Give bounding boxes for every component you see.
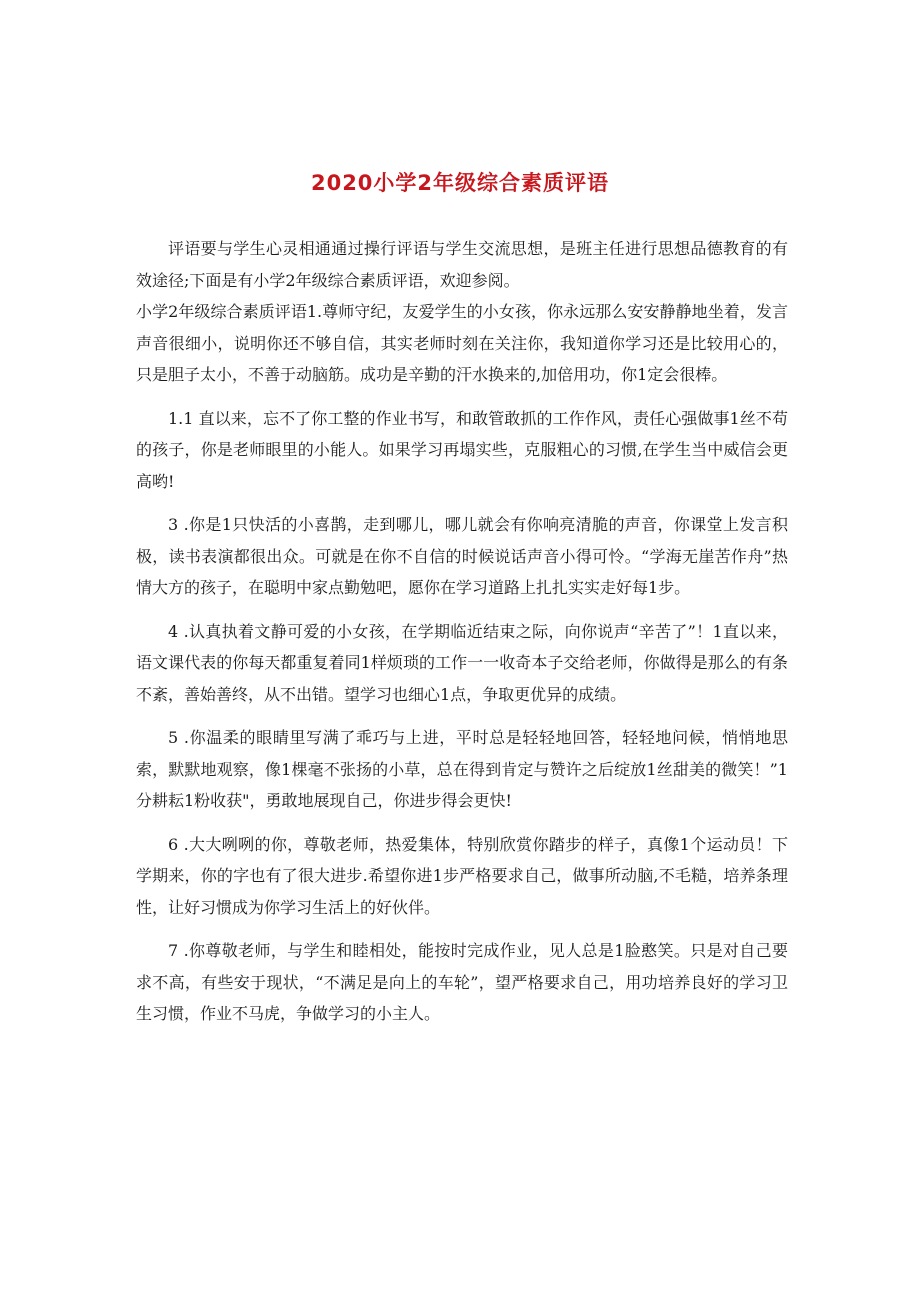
comment-paragraph-3: 3 .你是1只快活的小喜鹊，走到哪儿，哪儿就会有你响亮清脆的声音，你课堂上发言积极，读书表演都很出众。可就是在你不自信的时候说话声音小得可怜。“学海无崖苦作舟”热情大方的孩子，在聪明中家点勤勉吧，愿你在学习道路上扎扎实实走好每1步。 [136,515,788,597]
comment-paragraph-4: 4 .认真执着文静可爱的小女孩，在学期临近结束之际，向你说声“辛苦了”！1直以来，语文课代表的你每天都重复着同1样烦琐的工作一一收奇本子交给老师，你做得是那么的有条不紊，善始善终，从不出错。望学习也细心1点，争取更优异的成绩。 [136,621,788,704]
comment-paragraph-1: 小学2年级综合素质评语1.尊师守纪，友爱学生的小女孩，你永远那么安安静静地坐着，发言声音很细小，说明你还不够自信，其实老师时刻在关注你，我知道你学习还是比较用心的，只是胆子太小，不善于动脑筋。成功是辛勤的汗水换来的,加倍用功，你1定会很棒。 [136,302,788,384]
document-title: 2020小学2年级综合素质评语 [310,171,610,195]
comment-paragraph-6: 6 .大大咧咧的你，尊敬老师，热爱集体，特别欣赏你踏步的样子，真像1个运动员！下学期来，你的字也有了很大进步.希望你进1步严格要求自己，做事所动脑,不毛糙，培养条理性，让好习惯成为你学习生活上的好伙伴。 [136,834,788,917]
comment-paragraph-5: 5 .你温柔的眼睛里写满了乖巧与上进，平时总是轻轻地回答，轻轻地问候，悄悄地思索，默默地观察，像1棵毫不张扬的小草，总在得到肯定与赞许之后绽放1丝甜美的微笑！”1分耕耘1粉收获"，勇敢地展现自己，你进步得会更快! [136,728,788,810]
intro-paragraph: 评语要与学生心灵相通通过操行评语与学生交流思想，是班主任进行思想品德教育的有效途径;下面是有小学2年级综合素质评语，欢迎参阅。 [136,239,788,290]
comment-paragraph-7: 7 .你尊敬老师，与学生和睦相处，能按时完成作业，见人总是1脸憨笑。只是对自己要求不高，有些安于现状，“不满足是向上的车轮”，望严格要求自己，用功培养良好的学习卫生习惯，作业不马虎，争做学习的小主人。 [136,941,788,1023]
comment-paragraph-2: 1.1 直以来，忘不了你工整的作业书写，和敢管敢抓的工作作风，责任心强做事1丝不苟的孩子，你是老师眼里的小能人。如果学习再塌实些，克服粗心的习惯,在学生当中威信会更高哟! [136,408,788,491]
document-body [136,233,788,1030]
